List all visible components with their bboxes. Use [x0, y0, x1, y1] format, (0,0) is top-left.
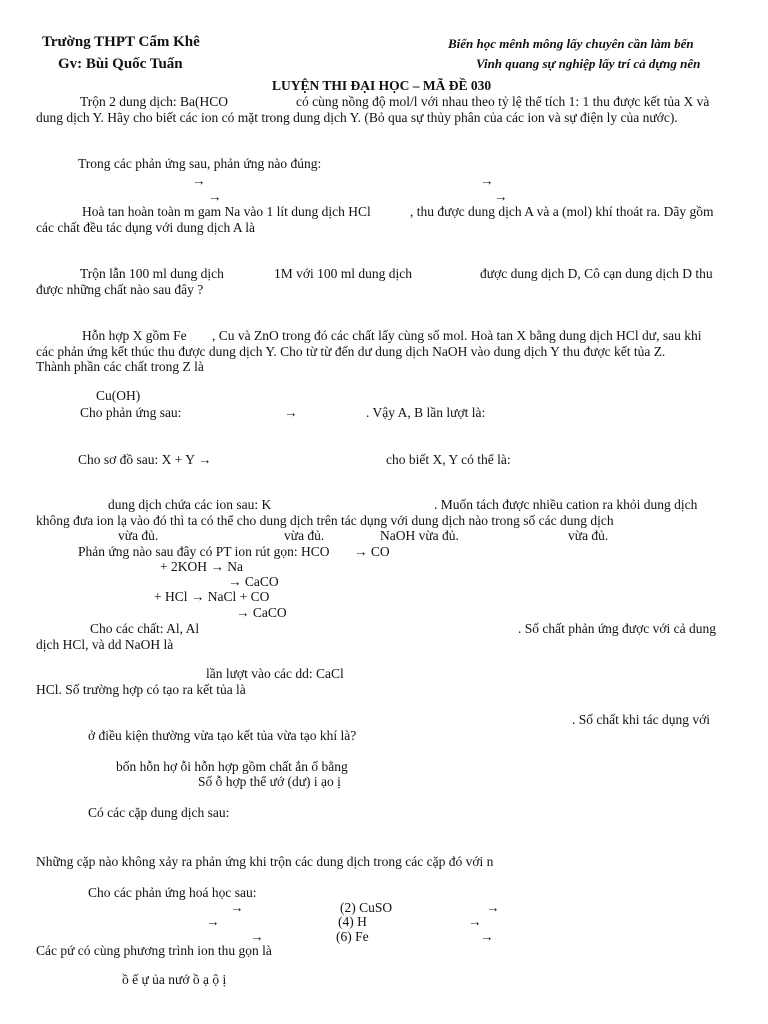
arrow: → [480, 173, 494, 188]
arrow: → [192, 173, 206, 188]
q1-line-c: dung dịch Y. Hãy cho biết các ion có mặt trong dung dịch Y. (Bỏ qua sự thủy phân của các ion và sự điện ly của nước). [36, 110, 678, 125]
q1-line-a: Trộn 2 dung dịch: Ba(HCO [80, 94, 229, 109]
arrow: → [208, 189, 222, 204]
q8-line-e: vừa đủ. [284, 528, 325, 543]
q14-line-a: Có các cặp dung dịch sau: [88, 805, 230, 820]
q9-line-f: → CaCO [236, 605, 287, 620]
q3-line-c: các chất đều tác dụng với dung dịch A là [36, 220, 255, 235]
q5-line-d: Thành phần các chất trong Z là [36, 359, 204, 374]
q15-line-b: (2) CuSO [340, 900, 393, 915]
q5-line-c: các phản ứng kết thúc thu được dung dịch Y. Cho từ từ đến dư dung dịch NaOH vào dung dịch Y thu được kết tủa Z. [36, 344, 666, 359]
q5-line-b: , Cu và ZnO trong đó các chất lấy cùng số mol. Hoà tan X bằng dung dịch HCl dư, sau khi [212, 328, 702, 343]
q6-line-b: . Vậy A, B lần lượt là: [366, 405, 486, 420]
q5-line-e: Cu(OH) [96, 388, 141, 403]
q2-line-a: Trong các phản ứng sau, phản ứng nào đúng: [78, 156, 322, 171]
q15-line-e: Các pứ có cùng phương trình ion thu gọn là [36, 943, 272, 958]
q15-line-f: ồ ế ự ủa nướ ồ ạ ộ ị [122, 972, 227, 987]
q12-line-b: ở điều kiện thường vừa tạo kết tủa vừa tạo khí là? [88, 728, 357, 743]
arrow: → [250, 929, 264, 944]
q8-line-g: vừa đủ. [568, 528, 609, 543]
q9-line-c: + 2KOH → Na [160, 559, 243, 574]
school-name: Trường THPT Cẩm Khê [42, 34, 200, 50]
arrow: → [494, 189, 508, 204]
q9-line-d: → CaCO [228, 574, 279, 589]
arrow: → [486, 900, 500, 915]
q14-line-b: Những cặp nào không xảy ra phản ứng khi trộn các dung dịch trong các cặp đó với n [36, 854, 494, 869]
arrow: → [468, 914, 482, 929]
q8-line-d: vừa đủ. [118, 528, 159, 543]
q6-line-a: Cho phản ứng sau: [80, 405, 182, 420]
q3-line-b: , thu được dung dịch A và a (mol) khí thoát ra. Dãy gồm [410, 204, 714, 219]
q15-line-d: (6) Fe [336, 929, 369, 944]
q9-line-e: + HCl → NaCl + CO [154, 589, 270, 604]
q9-line-b: → CO [354, 544, 390, 559]
q10-line-b: . Số chất phản ứng được với cả dung [518, 621, 716, 636]
q15-line-a: Cho các phản ứng hoá học sau: [88, 885, 257, 900]
q9-line-a: Phản ứng nào sau đây có PT ion rút gọn: HCO [78, 544, 330, 559]
motto-line-2: Vinh quang sự nghiệp lấy trí cả dựng nên [476, 56, 701, 71]
arrow: → [206, 914, 220, 929]
q12-line-a: . Số chất khi tác dụng với [572, 712, 710, 727]
q11-line-b: HCl. Số trường hợp có tạo ra kết tủa là [36, 682, 246, 697]
q1-line-b: có cùng nồng độ mol/l với nhau theo tỷ lệ thể tích 1: 1 thu được kết tủa X và [296, 94, 710, 109]
q8-line-c: không đưa ion lạ vào đó thì ta có thể cho dung dịch trên tác dụng với dung dịch nào trong số các dung dịch [36, 513, 614, 528]
q13-line-a: bốn hỗn hợ ỗi hỗn hợp gồm chất ắn ố bằng [116, 759, 348, 774]
q15-line-c: (4) H [338, 914, 367, 929]
arrow: → [284, 405, 298, 420]
q4-line-c: được dung dịch D, Cô cạn dung dịch D thu [480, 266, 713, 281]
q5-line-a: Hỗn hợp X gồm Fe [82, 328, 187, 343]
q10-line-c: dịch HCl, và dd NaOH là [36, 637, 174, 652]
q7-line-b: cho biết X, Y có thể là: [386, 452, 511, 467]
q8-line-f: NaOH vừa đủ. [380, 528, 459, 543]
page-title: LUYỆN THI ĐẠI HỌC – MÃ ĐỀ 030 [272, 78, 492, 93]
q3-line-a: Hoà tan hoàn toàn m gam Na vào 1 lít dung dịch HCl [82, 204, 371, 219]
teacher-name: Gv: Bùi Quốc Tuấn [58, 56, 183, 72]
q7-line-a: Cho sơ đồ sau: X + Y → [78, 452, 212, 467]
q4-line-d: được những chất nào sau đây ? [36, 282, 204, 297]
motto-line-1: Biển học mênh mông lấy chuyên cần làm bến [448, 36, 694, 51]
q8-line-a: dung dịch chứa các ion sau: K [108, 497, 272, 512]
q4-line-b: 1M với 100 ml dung dịch [274, 266, 413, 281]
arrow: → [480, 929, 494, 944]
q13-line-b: Số ỗ hợp thể ướ (dư) i ạo ị [198, 774, 341, 789]
q10-line-a: Cho các chất: Al, Al [90, 621, 200, 636]
q8-line-b: . Muốn tách được nhiều cation ra khỏi dung dịch [434, 497, 698, 512]
q11-line-a: lần lượt vào các dd: CaCl [206, 666, 344, 681]
arrow: → [230, 900, 244, 915]
q4-line-a: Trộn lẫn 100 ml dung dịch [80, 266, 224, 281]
